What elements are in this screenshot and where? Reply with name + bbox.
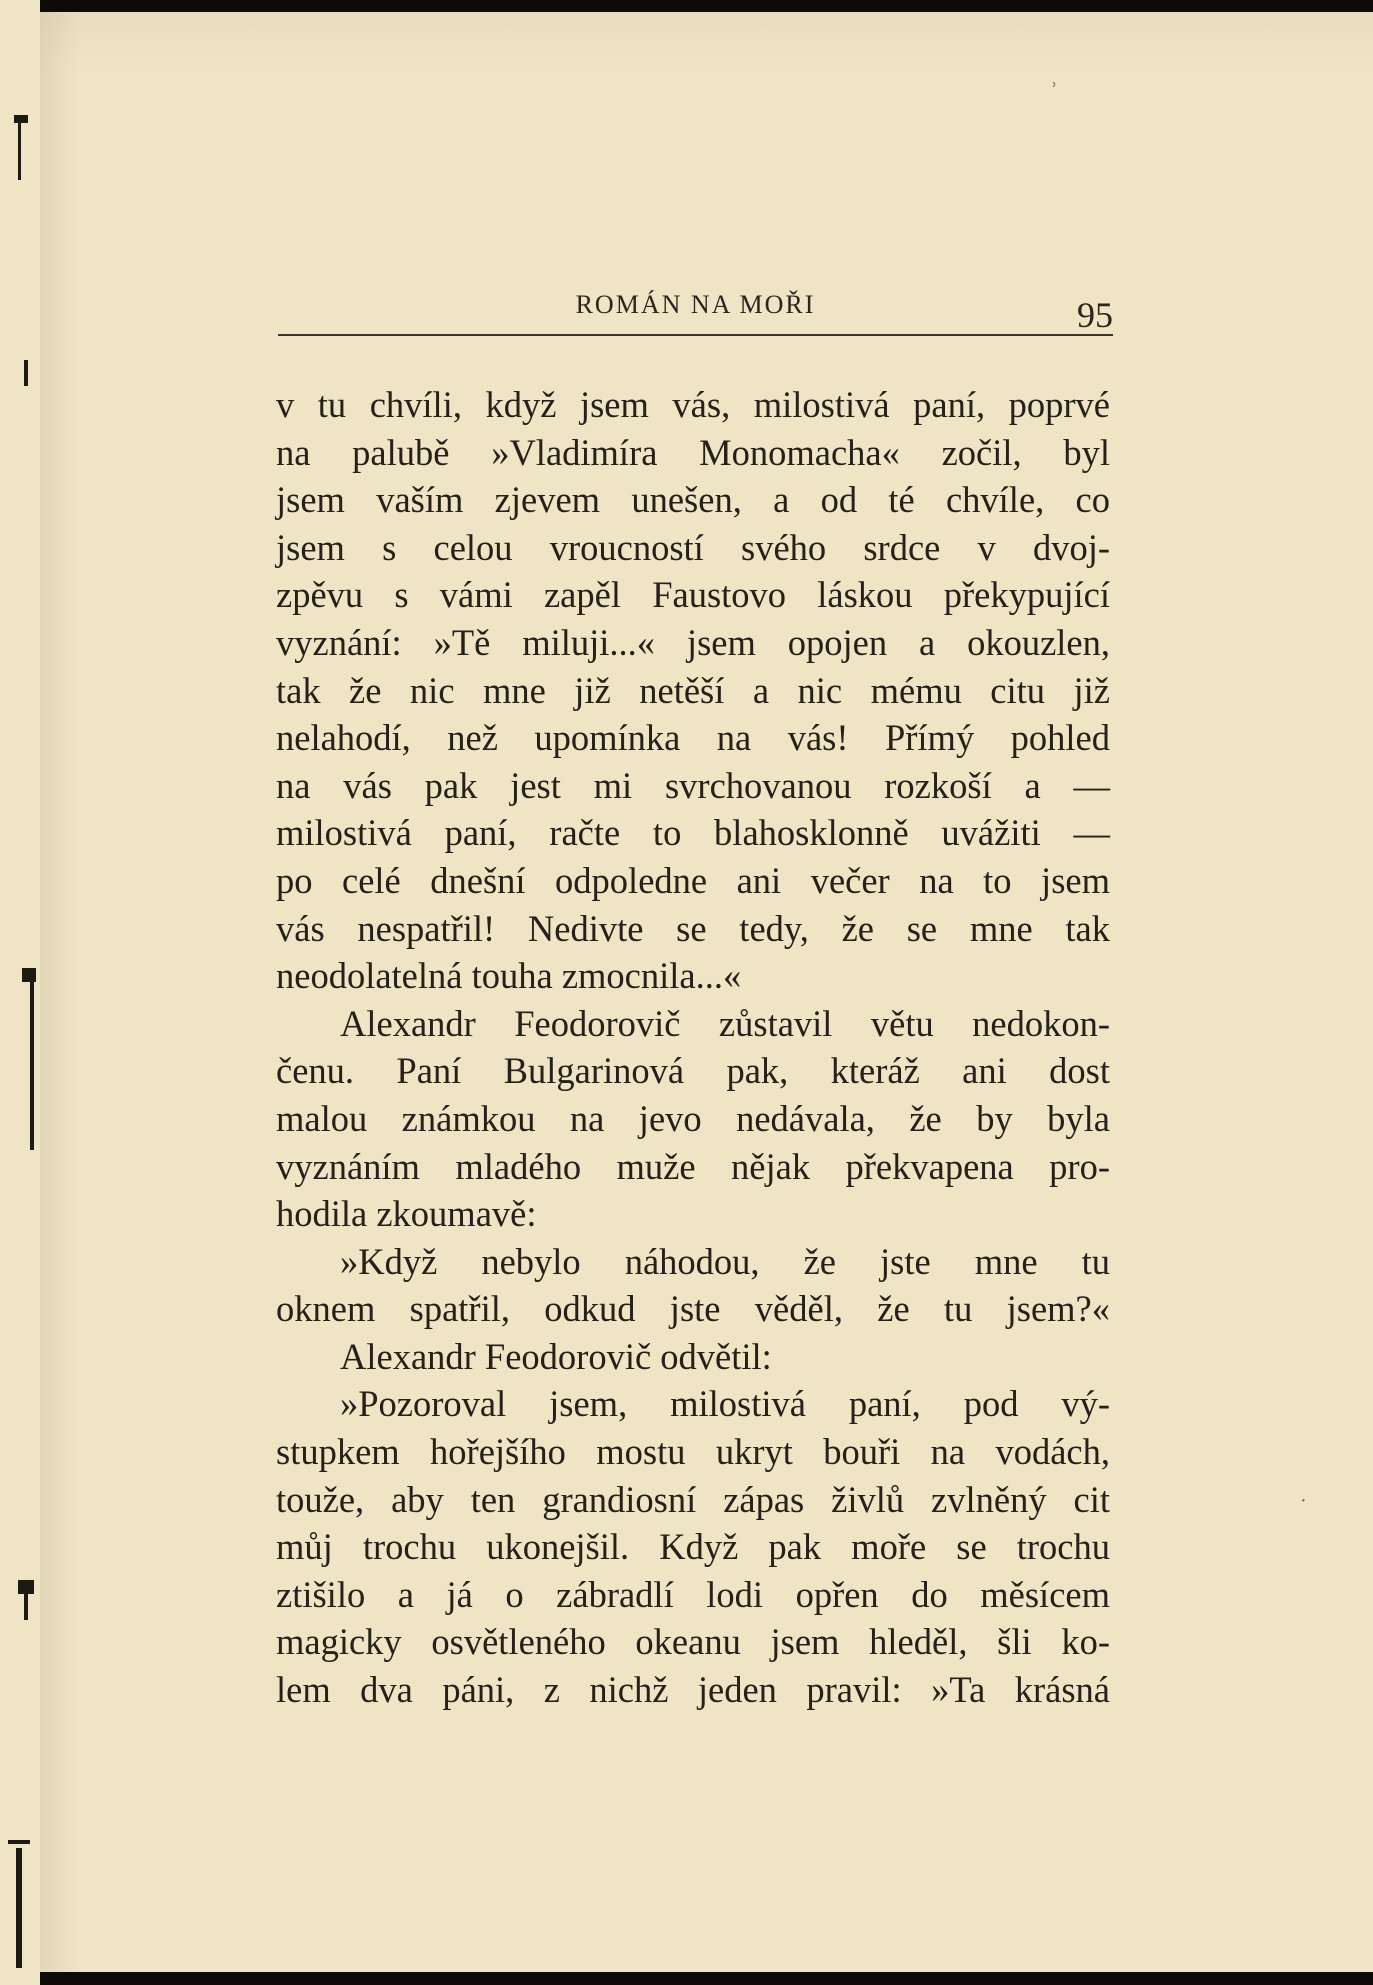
gutter-mark xyxy=(16,1848,22,1968)
gutter-mark xyxy=(18,120,21,180)
text-line: lem dva páni, z nichž jeden pravil: »Ta krásná xyxy=(276,1669,1110,1711)
text-line: tak že nic mne již netěší a nic mému citu již xyxy=(276,669,1110,711)
text-line: malou známkou na jevo nedávala, že by byla xyxy=(276,1097,1110,1139)
text-line: Alexandr Feodorovič zůstavil větu nedokon- xyxy=(340,1002,1110,1044)
text-line: »Když nebylo náhodou, že jste mne tu xyxy=(340,1240,1110,1282)
gutter-mark xyxy=(30,980,34,1150)
gutter-mark xyxy=(24,1590,28,1620)
running-title: ROMÁN NA MOŘI xyxy=(575,290,816,319)
page-header xyxy=(278,282,1113,336)
text-line: jsem vaším zjevem unešen, a od té chvíle, co xyxy=(276,479,1110,521)
text-line: stupkem hořejšího mostu ukryt bouři na vodách, xyxy=(276,1431,1110,1473)
gutter-mark xyxy=(22,968,36,982)
gutter-mark xyxy=(14,115,28,123)
paper-speck: ʾ xyxy=(1050,80,1058,106)
text-line: neodolatelná touha zmocnila...« xyxy=(276,955,742,997)
text-line: na palubě »Vladimíra Monomacha« zočil, byl xyxy=(276,431,1110,473)
text-line: po celé dnešní odpoledne ani večer na to jsem xyxy=(276,859,1110,901)
text-line: jsem s celou vroucností svého srdce v dvoj- xyxy=(276,526,1110,568)
text-line: čenu. Paní Bulgarinová pak, kteráž ani dost xyxy=(276,1050,1110,1092)
paper-speck: · xyxy=(1300,1490,1307,1512)
gutter-mark xyxy=(8,1840,30,1844)
text-line: milostivá paní, račte to blahosklonně uvážiti — xyxy=(276,812,1110,854)
text-line: na vás pak jest mi svrchovanou rozkoší a — xyxy=(276,764,1110,806)
gutter-mark xyxy=(24,360,28,386)
text-line: vás nespatřil! Nedivte se tedy, že se mne tak xyxy=(276,907,1110,949)
text-line: oknem spatřil, odkud jste věděl, že tu jsem?« xyxy=(276,1288,1110,1330)
body-text xyxy=(276,381,1110,1714)
text-line: touže, aby ten grandiosní zápas živlů zvlněný cit xyxy=(276,1478,1110,1520)
text-line: hodila zkoumavě: xyxy=(276,1193,537,1235)
text-line: v tu chvíli, když jsem vás, milostivá paní, poprvé xyxy=(276,384,1110,425)
text-line: zpěvu s vámi zapěl Faustovo láskou překypující xyxy=(276,574,1110,616)
page-number: 95 xyxy=(1077,295,1113,335)
text-line: vyznání: »Tě miluji...« jsem opojen a okouzlen, xyxy=(276,621,1110,663)
text-line: Alexandr Feodorovič odvětil: xyxy=(340,1335,772,1377)
text-line: nelahodí, než upomínka na vás! Přímý pohled xyxy=(276,717,1110,759)
text-line: můj trochu ukonejšil. Když pak moře se trochu xyxy=(276,1526,1110,1568)
text-line: »Pozoroval jsem, milostivá paní, pod vý- xyxy=(340,1383,1110,1425)
binding-edge xyxy=(0,0,40,1985)
text-line: ztišilo a já o zábradlí lodi opřen do měsícem xyxy=(276,1573,1110,1615)
text-line: vyznáním mladého muže nějak překvapena pro- xyxy=(276,1145,1110,1187)
text-line: magicky osvětleného okeanu jsem hleděl, šli ko- xyxy=(276,1621,1110,1663)
